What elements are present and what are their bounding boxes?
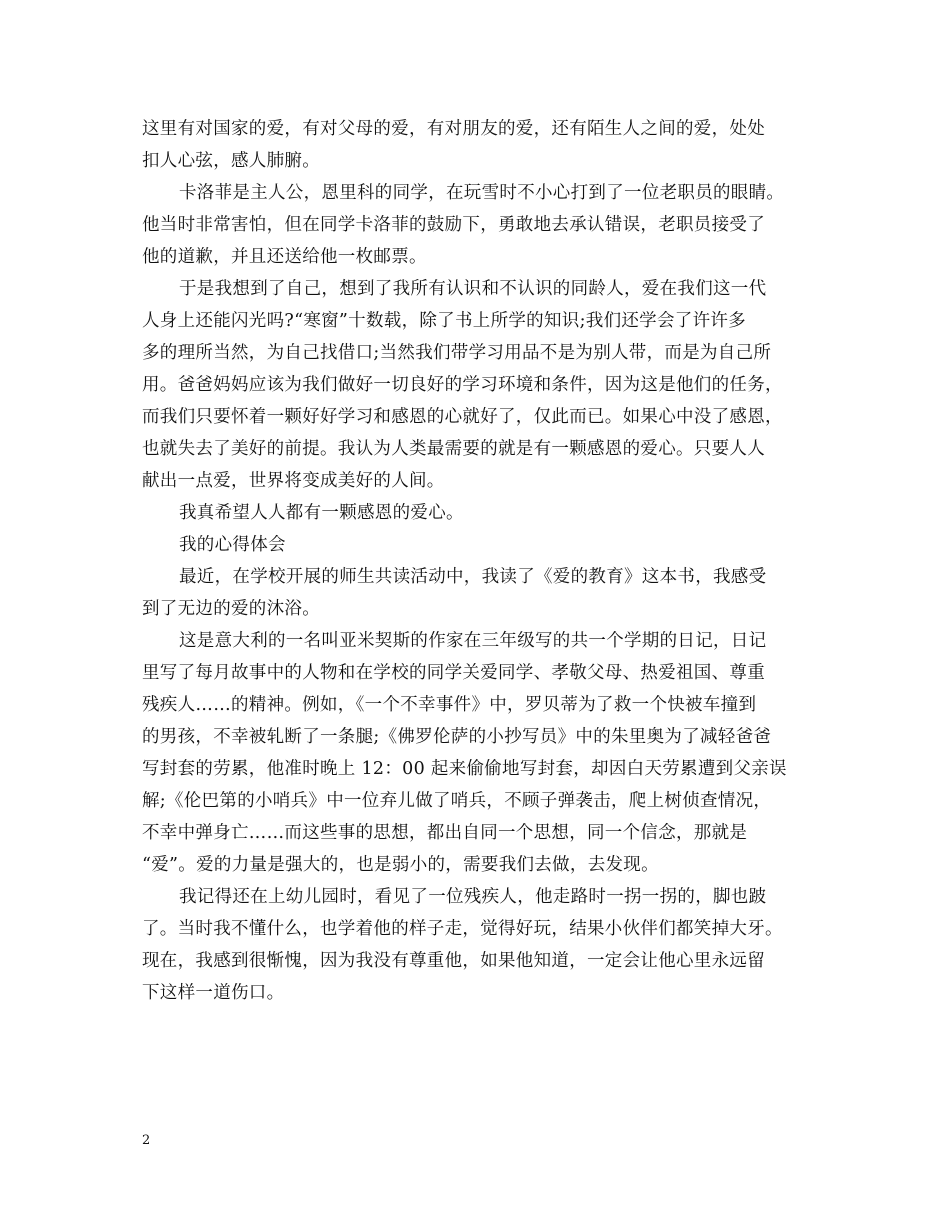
text-line: 的男孩，不幸被轧断了一条腿;《佛罗伦萨的小抄写员》中的朱里奥为了减轻爸爸 xyxy=(142,727,772,747)
text-line: 他当时非常害怕，但在同学卡洛菲的鼓励下，勇敢地去承认错误，老职员接受了 xyxy=(142,215,765,235)
text-line: 人身上还能闪光吗?“寒窗”十数载，除了书上所学的知识;我们还学会了许许多 xyxy=(142,311,746,331)
section-heading: 我的心得体会 xyxy=(179,535,286,555)
text-line: 到了无边的爱的沐浴。 xyxy=(142,599,320,619)
text-line: 扣人心弦，感人肺腑。 xyxy=(142,151,320,171)
text-line: 最近，在学校开展的师生共读活动中，我读了《爱的教育》这本书，我感受 xyxy=(179,567,767,587)
text-line: 了。当时我不懂什么，也学着他的样子走，觉得好玩，结果小伙伴们都笑掉大牙。 xyxy=(142,919,783,939)
text-line: 多的理所当然，为自己找借口;当然我们带学习用品不是为别人带，而是为自己所 xyxy=(142,343,772,363)
text-line: 这是意大利的一名叫亚米契斯的作家在三年级写的共一个学期的日记，日记 xyxy=(179,631,767,651)
text-line: 写封套的劳累，他准时晚上 12：00 起来偷偷地写封套，却因白天劳累遭到父亲误 xyxy=(142,759,787,779)
text-line: 用。爸爸妈妈应该为我们做好一切良好的学习环境和条件，因为这是他们的任务， xyxy=(142,375,783,395)
page-number: 2 xyxy=(142,1133,151,1148)
text-line: 于是我想到了自己，想到了我所有认识和不认识的同龄人，爱在我们这一代 xyxy=(179,279,767,299)
text-line: 不幸中弹身亡……而这些事的思想，都出自同一个思想，同一个信念，那就是 xyxy=(142,823,748,843)
text-line: 下这样一道伤口。 xyxy=(142,983,285,1003)
text-line: 现在，我感到很惭愧，因为我没有尊重他，如果他知道，一定会让他心里永远留 xyxy=(142,951,765,971)
text-line: 我真希望人人都有一颗感恩的爱心。 xyxy=(179,503,464,523)
text-line: 残疾人……的精神。例如，《一个不幸事件》中，罗贝蒂为了救一个快被车撞到 xyxy=(142,695,757,715)
text-line: 他的道歉，并且还送给他一枚邮票。 xyxy=(142,247,427,267)
text-line: “爱”。爱的力量是强大的，也是弱小的，需要我们去做，去发现。 xyxy=(142,855,659,875)
text-line: 卡洛菲是主人公，恩里科的同学，在玩雪时不小心打到了一位老职员的眼睛。 xyxy=(179,183,785,203)
text-line: 里写了每月故事中的人物和在学校的同学关爱同学、孝敬父母、热爱祖国、尊重 xyxy=(142,663,765,683)
text-line: 献出一点爱，世界将变成美好的人间。 xyxy=(142,471,445,491)
text-line: 也就失去了美好的前提。我认为人类最需要的就是有一颗感恩的爱心。只要人人 xyxy=(142,439,765,459)
document-body xyxy=(142,113,822,1009)
text-line: 解;《伦巴第的小哨兵》中一位弃儿做了哨兵，不顾子弹袭击，爬上树侦查情况， xyxy=(142,791,772,811)
text-line: 这里有对国家的爱，有对父母的爱，有对朋友的爱，还有陌生人之间的爱，处处 xyxy=(142,119,765,139)
text-line: 我记得还在上幼儿园时，看见了一位残疾人，他走路时一拐一拐的，脚也跛 xyxy=(179,887,767,907)
text-line: 而我们只要怀着一颗好好学习和感恩的心就好了，仅此而已。如果心中没了感恩， xyxy=(142,407,783,427)
